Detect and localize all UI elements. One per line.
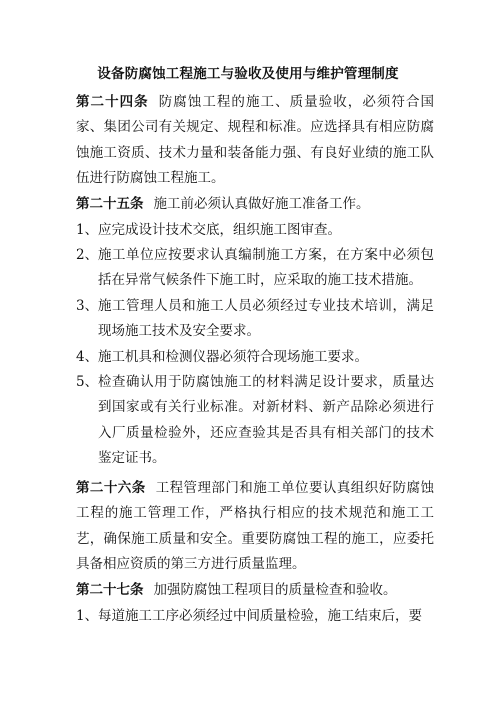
article-25-item-1 [76, 218, 434, 243]
article-27 [76, 578, 434, 603]
article-26-heading: 第二十六条 [76, 480, 146, 496]
article-26 [76, 476, 434, 578]
document-title: 设备防腐蚀工程施工与验收及使用与维护管理制度 [97, 66, 399, 82]
item-number: 1、 [76, 222, 99, 238]
item-number: 1、 [76, 608, 99, 624]
article-24-text: 防腐蚀工程的施工、质量验收，必须符合国家、集团公司有关规定、规程和标准。应选择具有相应防腐蚀施工资质、技术力量和装备能力强、有良好业绩的施工队伍进行防腐蚀工程施工。 [76, 94, 435, 187]
item-text: 施工机具和检测仪器必须符合现场施工要求。 [98, 349, 368, 365]
item-text: 检查确认用于防腐蚀施工的材料满足设计要求，质量达到国家或有关行业标准。对新材料、新产品除必须进行入厂质量检验外，还应查验其是否具有相关部门的技术鉴定证书。 [98, 374, 434, 467]
article-25-item-2 [76, 243, 434, 294]
article-25-item-4 [76, 345, 434, 370]
article-25-text: 施工前必须认真做好施工准备工作。 [153, 196, 370, 212]
item-text: 应完成设计技术交底，组织施工图审查。 [98, 222, 341, 238]
article-25-heading: 第二十五条 [76, 196, 144, 212]
item-text: 每道施工工序必须经过中间质量检验，施工结束后，要 [98, 608, 422, 624]
item-number: 2、 [76, 247, 99, 263]
article-27-text: 加强防腐蚀工程项目的质量检查和验收。 [153, 582, 397, 598]
item-number: 3、 [76, 298, 99, 314]
article-26-text: 工程管理部门和施工单位要认真组织好防腐蚀工程的施工管理工作，严格执行相应的技术规范和施工工艺，确保施工质量和安全。重要防腐蚀工程的施工，应委托具备相应资质的第三方进行质量监理。 [76, 480, 434, 573]
article-25-item-3 [76, 294, 434, 345]
article-24 [76, 90, 434, 192]
item-text: 施工管理人员和施工人员必须经过专业技术培训，满足现场施工技术及安全要求。 [98, 298, 434, 340]
item-text: 施工单位应按要求认真编制施工方案，在方案中必须包括在异常气候条件下施工时，应采取的施工技术措施。 [98, 247, 434, 289]
article-27-heading: 第二十七条 [76, 582, 144, 598]
item-number: 5、 [76, 374, 99, 390]
article-25 [76, 192, 434, 217]
item-number: 4、 [76, 349, 99, 365]
article-25-item-5 [76, 370, 434, 472]
article-27-item-1 [76, 604, 434, 629]
article-24-heading: 第二十四条 [76, 94, 149, 110]
